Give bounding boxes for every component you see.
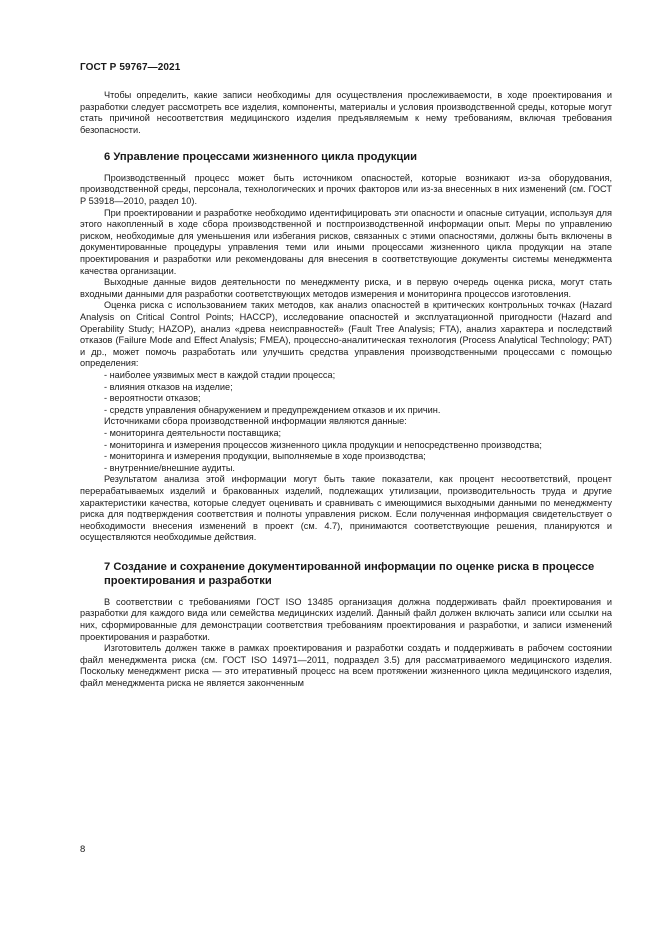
list-item: - влияния отказов на изделие; bbox=[104, 381, 233, 392]
section-6-paragraph-2: При проектировании и разработке необходимо идентифицировать эти опасности и опасные ситуации, используя для этого накопленный в ходе сбора производственной и постпроизводственной информации опыт. Меры по управлению риском, необходимые для уменьшения или избегания рисков, связанных с этими опасностями, должны быть включены в документированные процедуры управления теми или иными процессами жизненного цикла продукции на этапе проектирования и разработки или рекомендованы для внесения в соответствующие документы системы менеджмента качества организации. bbox=[80, 207, 612, 276]
list-item: - средств управления обнаружением и предупреждением отказов и их причин. bbox=[104, 404, 441, 415]
section-6-paragraph-3: Выходные данные видов деятельности по менеджменту риска, и в первую очередь оценка риска, могут стать входными данными для разработки соответствующих методов измерения и мониторинга процессов изготовления. bbox=[80, 277, 612, 299]
page-number: 8 bbox=[80, 844, 86, 855]
list-item: - мониторинга и измерения продукции, выполняемые в ходе производства; bbox=[104, 451, 426, 462]
section-7-title: 7 Создание и сохранение документированной информации по оценке риска в процессе проектирования и разработки bbox=[104, 560, 595, 588]
section-6-paragraph-1: Производственный процесс может быть источником опасностей, которые возникают из-за оборудования, производственной среды, персонала, технологических и прочих факторов или из-за внесенных в них изменений (см. ГОСТ Р 53918—2010, раздел 10). bbox=[80, 172, 612, 207]
section-7-paragraph-1: В соответствии с требованиями ГОСТ ISO 13485 организация должна поддерживать файл проектирования и разработки для каждого вида или семейства медицинских изделий. Данный файл должен включать записи или ссылки на них, сформированные для демонстрации соответствия требованиям проектирования и разработки, и записи изменений проектирования и разработки. bbox=[80, 596, 612, 642]
section-6-paragraph-5: Источниками сбора производственной информации являются данные: bbox=[104, 416, 407, 427]
list-item: - внутренние/внешние аудиты. bbox=[104, 462, 235, 473]
list-item: - мониторинга и измерения процессов жизненного цикла продукции и непосредственно производства; bbox=[104, 439, 542, 450]
list-item: - наиболее уязвимых мест в каждой стадии процесса; bbox=[104, 369, 336, 380]
document-code: ГОСТ Р 59767—2021 bbox=[80, 62, 181, 73]
section-6-title: 6 Управление процессами жизненного цикла продукции bbox=[104, 151, 418, 164]
list-item: - вероятности отказов; bbox=[104, 393, 201, 404]
section-7-paragraph-2: Изготовитель должен также в рамках проектирования и разработки создать и поддерживать в рабочем состоянии файл менеджмента риска (см. ГОСТ ISO 14971—2011, подраздел 3.5) для рассматриваемого медицинского изделия. Поскольку менеджмент риска — это итеративный процесс на всем протяжении жизненного цикла медицинского изделия, файл менеджмента риска не является законченным bbox=[80, 643, 612, 689]
intro-paragraph: Чтобы определить, какие записи необходимы для осуществления прослеживаемости, в ходе проектирования и разработки следует рассмотреть все изделия, компоненты, материалы и условия производственной среды, которые могут стать причиной несоответствия медицинского изделия предъявляемым к нему требованиям, включая требования безопасности. bbox=[80, 90, 612, 135]
section-6-paragraph-4: Оценка риска с использованием таких методов, как анализ опасностей в критических контрольных точках (Hazard Analysis on Critical Control Points; HACCP), исследование опасностей и эксплуатационной пригодности (Hazard and Operability Study; HAZOP), анализ «древа неисправностей» (Fault Tree Analysis; FTA), анализ характера и последствий отказов (Failure Mode and Effect Analysis; FMEA), процессно-аналитическая технология (Process Analytical Technology; PAT) и др., может помочь разработать или улучшить средства управления производственными процессами с помощью определения: bbox=[80, 300, 612, 369]
list-item: - мониторинга деятельности поставщика; bbox=[104, 427, 282, 438]
section-6-paragraph-6: Результатом анализа этой информации могут быть такие показатели, как процент несоответствий, процент перерабатываемых изделий и бракованных изделий, подлежащих утилизации, производительность труда и другие характеристики качества, которые следует оценивать и сравнивать с имеющимися выходными данными по менеджменту риска для подтверждения соответствия и полноты управления риском. Если полученная информация свидетельствует о необходимости внесения изменений в проект (см. 4.7), принимаются соответствующие решения, планируются и осуществляются необходимые действия. bbox=[80, 474, 612, 543]
page-content bbox=[80, 90, 612, 690]
